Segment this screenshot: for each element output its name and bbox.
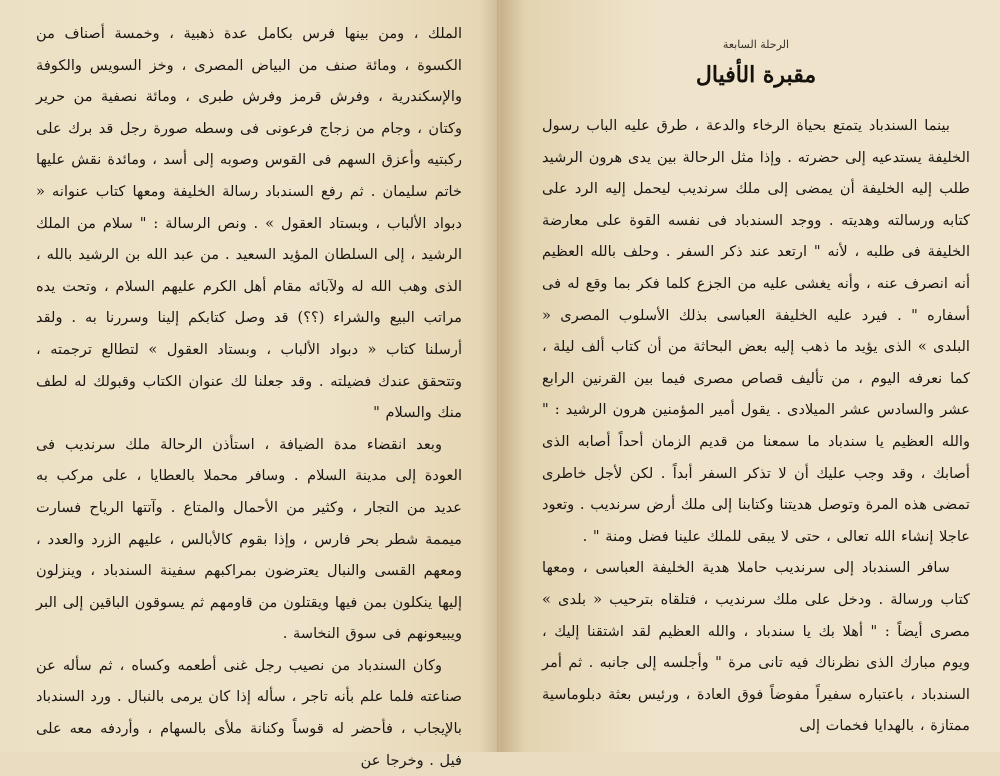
left-paragraph-1: الملك ، ومن بينها فرس بكامل عدة ذهبية ، وخمسة أصناف من الكسوة ، ومائة صنف من البياض المصرى ، وخز السويس والكوفة والإسكندرية ، وفرش قرمز وفرش طبرى ، ومائة نصفية من حرير وكتان ، وجام من زجاج فرعونى فى وسطه صورة رجل قد برك على ركبتيه وأعزق السهم فى القوس وصوبه إلى أسد ، ومائدة نقش عليها خاتم سليمان . ثم رفع السندباد رسالة الخليفة ومعها كتاب عنوانه « دبواد الألباب ، وبستاد العقول » . ونص الرسالة : " سلام من الملك الرشيد ، إلى السلطان المؤيد السعيد . من عبد الله بن الرشيد بالله ، الذى وهب الله له ولآبائه مقام أهل الكرم عليهم السلام ، وتحت يده مراتب البيع والشراء (؟؟) قد وصل كتابكم إلينا وسررنا به . ولقد أرسلنا كتاب « دبواد الألباب ، وبستاد العقول » لتطالع ترجمته ، وتتحقق عندك فضيلته . وقد جعلنا لك عنوان الكتاب وقبولك له لطف منك والسلام " (36, 25, 462, 422)
left-page (0, 0, 500, 769)
right-paragraph-1: بينما السندباد يتمتع بحياة الرخاء والدعة ، طرق عليه الباب رسول الخليفة يستدعيه إلى حضرته . وإذا مثل الرحالة بين يدى هرون الرشيد طلب إليه الخليفة أن يمضى إلى ملك سرنديب ليحمل إليه الرد على كتابه ورسالته وهديته . ووجد السندباد فى نفسه القوة على معارضة الخليفة فى طلبه ، لأنه " ارتعد عند ذكر السفر . وحلف بالله العظيم أنه انصرف عنه ، وأنه يغشى عليه من الجزع كلما فكر بما وقع له فى أسفاره " . فيرد عليه الخليفة العباسى بذلك الأسلوب المصرى « البلدى » الذى يؤيد ما ذهب إليه بعض البحاثة من أن كتاب ألف ليلة ، كما نعرفه اليوم ، من تأليف قصاص مصرى فيما بين القرنين الرابع عشر والسادس عشر الميلادى . يقول أمير المؤمنين هرون الرشيد : " والله العظيم يا سندباد ما سمعنا من قديم الزمان أحداً أصابه الذى أصابك ، وقد وجب عليك أن لا تذكر السفر أبداً . لكن لأجل خاطرى تمضى هذه المرة وتوصل هديتنا وكتابنا إلى ملك أرض سرنديب . وتعود عاجلا إنشاء الله تعالى ، حتى لا يبقى للملك علينا فضل ومنة " . (542, 117, 970, 545)
chapter-title: مقبرة الأفيال (695, 62, 817, 88)
right-paragraph-2: سافر السندباد إلى سرنديب حاملا هدية الخليفة العباسى ، ومعها كتاب ورسالة . ودخل على ملك سرنديب ، فتلقاه بترحيب « بلدى » مصرى أيضاً : " أهلا بك يا سندباد ، والله العظيم لقد اشتقنا إليك ، ويوم مبارك الذى نظرناك فيه تانى مرة " وأجلسه إلى جانبه . ثم أمر السندباد ، باعتباره سفيراً مفوضاً فوق العادة ، ورئيس بعثة دبلوماسية ممتازة ، بالهدايا فخمات إلى (542, 559, 970, 735)
left-page-text (36, 18, 462, 776)
right-page-text (542, 110, 970, 742)
left-paragraph-2: وبعد انقضاء مدة الضيافة ، استأذن الرحالة ملك سرنديب فى العودة إلى مدينة السلام . وسافر محملا بالعطايا ، على مركب به عديد من التجار ، وكثير من الأحمال والمتاع . وآتتها الرياح فسارت ميممة شطر بحر فارس ، وإذا بقوم كالأبالس ، عليهم الزرد والعدد ، ومعهم القسى والنبال يعترضون بمراكبهم سفينة السندباد ، وينزلون إليها ينكلون بمن فيها ويقتلون من قاومهم ثم يسوقون الباقين إلى البر ويبيعونهم فى سوق النخاسة . (36, 435, 462, 643)
running-header: الرحلة السابعة (722, 38, 790, 51)
left-paragraph-3: وكان السندباد من نصيب رجل غنى أطعمه وكساه ، ثم سأله عن صناعته فلما علم بأنه تاجر ، سأله إذا كان يرمى بالنبال . ورد السندباد بالإيجاب ، فأحضر له قوساً وكنانة ملأى بالسهام ، وأردفه معه على فيل . وخرجا عن (36, 656, 462, 769)
right-page (500, 0, 1000, 752)
